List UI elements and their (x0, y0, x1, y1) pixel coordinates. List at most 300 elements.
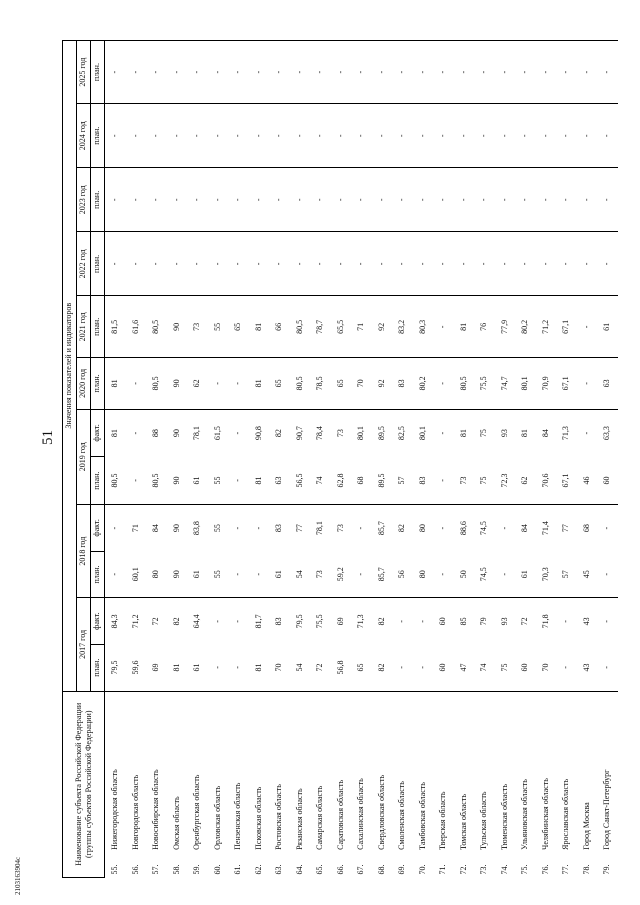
value-cell: 90,8 (253, 426, 263, 441)
value-cell: 78,5 (310, 358, 331, 409)
row-number: 77. (561, 864, 571, 875)
value-cell: 93 (499, 429, 509, 438)
row-number: 67. (356, 864, 366, 875)
region-name: Оренбургская область (187, 691, 208, 852)
region-name: Тульская область (474, 691, 495, 852)
value-cell: 60 (597, 457, 618, 505)
value-cell: 61 (187, 644, 208, 691)
value-cell: - (126, 41, 147, 104)
value-cell: - (577, 168, 598, 232)
row-number: 73. (479, 864, 489, 875)
value-cell: 46 (577, 457, 598, 505)
value-cell: - (351, 232, 372, 296)
table-row (208, 41, 229, 878)
row-number: 59. (192, 864, 202, 875)
table-row (372, 41, 393, 878)
value-cell: 50 (454, 551, 475, 598)
plan-header: план. (91, 232, 105, 296)
value-cell: 81,5 (105, 296, 126, 358)
region-name: Город Москва (577, 691, 598, 852)
fact-header: факт. (91, 598, 105, 645)
value-cell: 43 (577, 644, 598, 691)
value-cell: - (495, 551, 516, 598)
value-cell: - (105, 168, 126, 232)
value-cell: - (310, 232, 331, 296)
value-cell: 63 (269, 457, 290, 505)
value-cell: 73 (335, 429, 345, 438)
value-cell: 81 (520, 429, 530, 438)
value-cell: 70,9 (536, 358, 557, 409)
year-header: 2022 год (77, 232, 91, 296)
value-cell: 90,7 (294, 426, 304, 441)
value-cell: 75 (474, 457, 495, 505)
region-name: Омская область (167, 691, 188, 852)
row-number: 71. (438, 864, 448, 875)
value-cell: - (397, 620, 407, 623)
row-number: 62. (253, 864, 263, 875)
value-cell: 68 (581, 524, 591, 533)
year-header: 2024 год (77, 104, 91, 168)
region-name: Ярославская область (556, 691, 577, 852)
region-name: Самарская область (310, 691, 331, 852)
value-cell: 64,4 (192, 614, 202, 629)
value-cell: - (187, 168, 208, 232)
value-cell: - (556, 41, 577, 104)
table-row (515, 41, 536, 878)
value-cell: - (290, 232, 311, 296)
value-cell: 57 (392, 457, 413, 505)
value-cell: - (597, 551, 618, 598)
table-row (310, 41, 331, 878)
value-cell: 70,6 (536, 457, 557, 505)
region-name: Рязанская область (290, 691, 311, 852)
indicators-table (62, 40, 618, 878)
row-number: 75. (520, 864, 530, 875)
value-cell: - (146, 41, 167, 104)
value-cell: 71,4 (540, 521, 550, 536)
value-cell: 62 (515, 457, 536, 505)
table-row (249, 41, 270, 878)
year-header: 2019 год (77, 409, 91, 505)
value-cell: 65 (351, 644, 372, 691)
value-cell: 72 (520, 617, 530, 626)
value-cell: 83 (274, 524, 284, 533)
fact-header: факт. (91, 409, 105, 457)
value-cell: 61 (187, 457, 208, 505)
value-cell: 79 (479, 617, 489, 626)
value-cell: 73 (454, 457, 475, 505)
value-cell: 81 (167, 644, 188, 691)
value-cell: - (495, 104, 516, 168)
value-cell: 79,5 (294, 614, 304, 629)
row-number: 70. (417, 864, 427, 875)
value-cell: 92 (372, 358, 393, 409)
value-cell: 80,2 (515, 296, 536, 358)
value-cell: - (233, 431, 243, 435)
value-cell: 65 (269, 358, 290, 409)
row-number: 66. (335, 864, 345, 875)
value-cell: - (228, 644, 249, 691)
value-cell: - (249, 104, 270, 168)
value-cell: - (597, 41, 618, 104)
value-cell: 43 (581, 617, 591, 626)
value-cell: - (602, 620, 612, 623)
region-name: Сахалинская область (351, 691, 372, 852)
indicators-table-container (62, 40, 627, 878)
value-cell: - (187, 232, 208, 296)
table-row (474, 41, 495, 878)
value-cell: - (290, 41, 311, 104)
value-cell: - (433, 232, 454, 296)
table-row (228, 41, 249, 878)
value-cell: 81 (249, 358, 270, 409)
region-name: Пензенская область (228, 691, 249, 852)
value-cell: - (495, 41, 516, 104)
value-cell: - (228, 551, 249, 598)
value-cell: - (249, 41, 270, 104)
value-cell: 65,5 (331, 296, 352, 358)
value-cell: 61 (187, 551, 208, 598)
value-cell: 80 (417, 524, 427, 533)
value-cell: - (536, 168, 557, 232)
value-cell: - (474, 41, 495, 104)
value-cell: 80 (413, 551, 434, 598)
plan-header: план. (91, 296, 105, 358)
table-row (351, 41, 372, 878)
value-cell: 67,1 (556, 457, 577, 505)
value-cell: - (208, 168, 229, 232)
value-cell: - (597, 232, 618, 296)
value-cell: 57 (556, 551, 577, 598)
value-cell: 45 (577, 551, 598, 598)
value-cell: - (474, 232, 495, 296)
value-cell: - (474, 168, 495, 232)
value-cell: 73 (335, 524, 345, 533)
row-number: 63. (274, 864, 284, 875)
value-cell: - (212, 620, 222, 623)
region-name: Челябинская область (536, 691, 557, 852)
value-cell: - (438, 526, 448, 530)
year-header: 2020 год (77, 358, 91, 409)
value-cell: 71,2 (130, 614, 140, 629)
value-cell: - (556, 168, 577, 232)
table-row (167, 41, 188, 878)
table-row (454, 41, 475, 878)
plan-header: план. (91, 168, 105, 232)
table-row (597, 41, 618, 878)
plan-header: план. (91, 457, 105, 505)
value-cell: 85 (458, 617, 468, 626)
value-cell: 61,5 (212, 426, 222, 441)
value-cell: 88 (151, 429, 161, 438)
value-cell: - (331, 232, 352, 296)
value-cell: 60 (433, 644, 454, 691)
value-cell: - (228, 104, 249, 168)
value-cell: 66 (269, 296, 290, 358)
region-name: Город Санкт-Петербург (597, 691, 618, 852)
value-cell: 74,7 (495, 358, 516, 409)
value-cell: 90 (167, 457, 188, 505)
value-cell: 81,7 (253, 614, 263, 629)
value-cell: 78,1 (192, 426, 202, 441)
value-cell: 84 (151, 524, 161, 533)
value-cell: 73 (187, 296, 208, 358)
value-cell: - (433, 41, 454, 104)
value-cell: 54 (290, 644, 311, 691)
value-cell: - (433, 168, 454, 232)
value-cell: 81 (249, 457, 270, 505)
value-cell: 71 (130, 524, 140, 533)
table-row (392, 41, 413, 878)
row-number: 60. (212, 864, 222, 875)
value-cell: 80,5 (146, 457, 167, 505)
value-cell: - (515, 41, 536, 104)
value-cell: 56,8 (331, 644, 352, 691)
value-cell: 72 (151, 617, 161, 626)
value-cell: - (167, 168, 188, 232)
value-cell: 65 (331, 358, 352, 409)
value-cell: 76 (474, 296, 495, 358)
value-cell: - (372, 41, 393, 104)
plan-header: план. (91, 41, 105, 104)
region-name: Нижегородская область (105, 691, 126, 852)
value-cell: 62,8 (331, 457, 352, 505)
value-cell: 60 (438, 617, 448, 626)
row-number: 56. (130, 864, 140, 875)
value-cell: - (454, 232, 475, 296)
year-header: 2025 год (77, 41, 91, 104)
value-cell: 73 (310, 551, 331, 598)
value-cell: - (105, 41, 126, 104)
value-cell: - (474, 104, 495, 168)
table-row (126, 41, 147, 878)
value-cell: 75,5 (315, 614, 325, 629)
value-cell: 72,3 (495, 457, 516, 505)
value-cell: - (536, 232, 557, 296)
value-cell: - (249, 232, 270, 296)
table-row (187, 41, 208, 878)
table-row (269, 41, 290, 878)
value-cell: 93 (499, 617, 509, 626)
value-cell: 78,4 (315, 426, 325, 441)
row-number: 57. (151, 864, 161, 875)
value-cell: - (433, 358, 454, 409)
table-row (556, 41, 577, 878)
value-cell: - (331, 168, 352, 232)
value-cell: - (233, 620, 243, 623)
value-cell: 80,5 (290, 296, 311, 358)
value-cell: 61,6 (126, 296, 147, 358)
value-cell: - (110, 526, 120, 530)
value-cell: 67,1 (556, 358, 577, 409)
value-cell: 61 (269, 551, 290, 598)
value-cell: 71 (351, 296, 372, 358)
value-cell: 71,8 (540, 614, 550, 629)
value-cell: - (581, 431, 591, 435)
table-row (290, 41, 311, 878)
plan-header: план. (91, 551, 105, 598)
value-cell: 80,3 (413, 296, 434, 358)
region-name: Псковская область (249, 691, 270, 852)
table-row (577, 41, 598, 878)
value-cell: 71,3 (561, 426, 571, 441)
row-number: 55. (110, 864, 120, 875)
region-name: Тамбовская область (413, 691, 434, 852)
value-cell: - (167, 104, 188, 168)
value-cell: 82 (397, 524, 407, 533)
row-number: 74. (499, 864, 509, 875)
value-cell: - (561, 620, 571, 623)
indicators-group-header: Значения показателей и индикаторов (63, 41, 77, 692)
value-cell: 81 (110, 429, 120, 438)
value-cell: 69 (146, 644, 167, 691)
region-name: Новгородская область (126, 691, 147, 852)
value-cell: 55 (212, 524, 222, 533)
region-name: Свердловская область (372, 691, 393, 852)
region-name: Саратовская область (331, 691, 352, 852)
value-cell: - (105, 104, 126, 168)
value-cell: - (597, 644, 618, 691)
value-cell: - (228, 232, 249, 296)
value-cell: - (577, 358, 598, 409)
value-cell: 83 (392, 358, 413, 409)
value-cell: 88,6 (458, 521, 468, 536)
value-cell: 69 (335, 617, 345, 626)
value-cell: - (208, 232, 229, 296)
value-cell: 90 (167, 296, 188, 358)
value-cell: 80,1 (417, 426, 427, 441)
value-cell: - (351, 104, 372, 168)
value-cell: - (331, 104, 352, 168)
table-row (105, 41, 126, 878)
value-cell: - (495, 232, 516, 296)
value-cell: - (438, 431, 448, 435)
value-cell: - (228, 457, 249, 505)
value-cell: 75 (495, 644, 516, 691)
region-name: Ульяновская область (515, 691, 536, 852)
value-cell: - (577, 41, 598, 104)
row-number: 68. (376, 864, 386, 875)
value-cell: 82 (376, 617, 386, 626)
value-cell: 61 (515, 551, 536, 598)
value-cell: 74 (310, 457, 331, 505)
value-cell: 80,1 (515, 358, 536, 409)
value-cell: - (495, 168, 516, 232)
table-row (146, 41, 167, 878)
page-number: 51 (40, 430, 56, 445)
value-cell: 63,3 (602, 426, 612, 441)
row-number: 69. (397, 864, 407, 875)
value-cell: 77 (294, 524, 304, 533)
value-cell: 55 (208, 457, 229, 505)
value-cell: - (577, 296, 598, 358)
value-cell: - (597, 168, 618, 232)
value-cell: 80,5 (290, 358, 311, 409)
value-cell: - (515, 104, 536, 168)
value-cell: 55 (208, 296, 229, 358)
value-cell: 82 (274, 429, 284, 438)
value-cell: 70 (351, 358, 372, 409)
value-cell: - (105, 551, 126, 598)
value-cell: 81 (249, 296, 270, 358)
value-cell: - (269, 104, 290, 168)
value-cell: 47 (454, 644, 475, 691)
value-cell: 70 (536, 644, 557, 691)
value-cell: 81 (249, 644, 270, 691)
value-cell: 89,5 (372, 457, 393, 505)
value-cell: - (269, 232, 290, 296)
value-cell: - (392, 168, 413, 232)
value-cell: 80,2 (413, 358, 434, 409)
value-cell: 77 (561, 524, 571, 533)
value-cell: - (602, 526, 612, 530)
row-number: 58. (171, 864, 181, 875)
value-cell: - (351, 41, 372, 104)
value-cell: 81 (454, 296, 475, 358)
plan-header: план. (91, 104, 105, 168)
value-cell: - (290, 104, 311, 168)
value-cell: 84 (540, 429, 550, 438)
value-cell: 90 (167, 551, 188, 598)
value-cell: 84,3 (110, 614, 120, 629)
plan-header: план. (91, 644, 105, 691)
value-cell: - (433, 457, 454, 505)
value-cell: - (253, 526, 263, 530)
value-cell: 56,5 (290, 457, 311, 505)
value-cell: 56 (392, 551, 413, 598)
value-cell: - (577, 232, 598, 296)
value-cell: - (392, 232, 413, 296)
value-cell: 62 (187, 358, 208, 409)
value-cell: - (413, 41, 434, 104)
value-cell: - (105, 232, 126, 296)
value-cell: - (126, 358, 147, 409)
value-cell: 80,5 (454, 358, 475, 409)
table-row (433, 41, 454, 878)
value-cell: - (515, 232, 536, 296)
value-cell: - (413, 232, 434, 296)
value-cell: 89,5 (376, 426, 386, 441)
row-number: 76. (540, 864, 550, 875)
value-cell: - (126, 168, 147, 232)
value-cell: - (269, 41, 290, 104)
value-cell: - (413, 644, 434, 691)
value-cell: 80,5 (105, 457, 126, 505)
row-number: 64. (294, 864, 304, 875)
value-cell: - (208, 644, 229, 691)
value-cell: 90 (167, 358, 188, 409)
value-cell: - (310, 104, 331, 168)
plan-header: план. (91, 358, 105, 409)
value-cell: 83,8 (192, 521, 202, 536)
value-cell: 75 (479, 429, 489, 438)
value-cell: - (146, 104, 167, 168)
value-cell: 79,5 (105, 644, 126, 691)
value-cell: - (351, 551, 372, 598)
value-cell: 84 (520, 524, 530, 533)
table-row (536, 41, 557, 878)
value-cell: 54 (290, 551, 311, 598)
row-number: 79. (602, 864, 612, 875)
year-header: 2018 год (77, 505, 91, 598)
region-name-header: Наименование субъекта Российской Федерации (группы субъектов Российской Федерации) (63, 691, 105, 877)
value-cell: - (290, 168, 311, 232)
value-cell: 78,7 (310, 296, 331, 358)
value-cell: - (454, 41, 475, 104)
year-header: 2023 год (77, 168, 91, 232)
value-cell: 82 (372, 644, 393, 691)
value-cell: 65 (228, 296, 249, 358)
